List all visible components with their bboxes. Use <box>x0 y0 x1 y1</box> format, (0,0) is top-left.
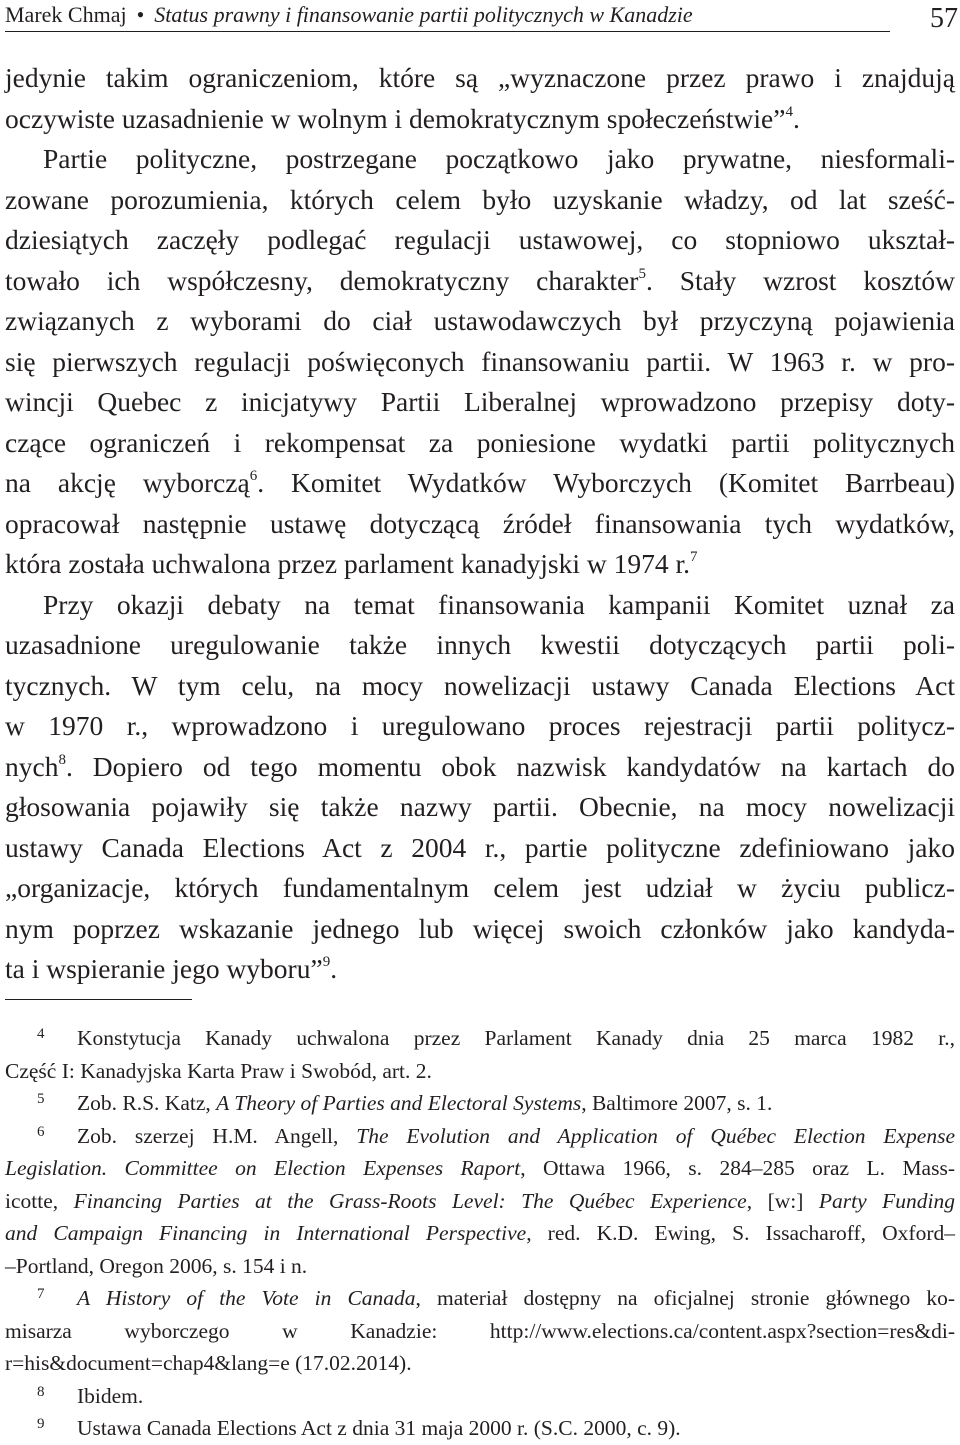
footnote-6-cont: Legislation. Committee on Election Expenses Raport, Ottawa 1966, s. 284–285 oraz L. Mass- <box>5 1156 955 1180</box>
body-line: uzasadnione uregulowanie także innych kwestii dotyczących partii poli- <box>5 629 955 660</box>
footnote-6-cont: icotte, Financing Parties at the Grass-Roots Level: The Québec Experience, [w:] Party Funding <box>5 1188 955 1213</box>
footnote-7: 7 A History of the Vote in Canada, materiał dostępny na oficjalnej stronie głównego ko- <box>37 1286 955 1310</box>
footnote-ref: 4 <box>785 103 793 120</box>
body-line: głosowania pojawiły się także nazwy partii. Obecnie, na mocy nowelizacji <box>5 791 955 822</box>
body-line: ta i wspieranie jego wyboru”$^9$. <box>5 953 338 984</box>
page-number: 57 <box>930 3 958 34</box>
footnote-5: 5 Zob. R.S. Katz, A Theory of Parties and Electoral Systems, Baltimore 2007, s. 1. <box>37 1091 773 1115</box>
header-separator: • <box>136 2 145 27</box>
footnote-ref: 5 <box>638 265 646 282</box>
footnote-6-cont: and Campaign Financing in International Perspective, red. K.D. Ewing, S. Issacharoff, Oxford– <box>5 1221 955 1245</box>
running-header <box>5 0 960 34</box>
body-line: jedynie takim ograniczeniom, które są „wyznaczone przez prawo i znajdują <box>5 62 955 93</box>
body-line: w 1970 r., wprowadzono i uregulowano proces rejestracji partii politycz- <box>5 710 955 741</box>
body-line: Przy okazji debaty na temat finansowania kampanii Komitet uznał za <box>43 588 955 620</box>
footnote-4-cont: Część I: Kanadyjska Karta Praw i Swobód, art. 2. <box>5 1058 432 1083</box>
footnotes <box>5 1022 955 1445</box>
footnote-9: 9 Ustawa Canada Elections Act z dnia 31 maja 2000 r. (S.C. 2000, c. 9). <box>37 1416 681 1440</box>
body-line: która została uchwalona przez parlament kanadyjski w 1974 r.$^7$ <box>5 548 698 579</box>
body-line: się pierwszych regulacji poświęconych finansowaniu partii. W 1963 r. w pro- <box>5 345 955 377</box>
body-line: na akcję wyborczą$^6$. Komitet Wydatków Wyborczych (Komitet Barrbeau) <box>5 467 955 498</box>
footnote-6: 6 Zob. szerzej H.M. Angell, The Evolution and Application of Québec Election Expense <box>37 1123 955 1148</box>
body-line: ustawy Canada Elections Act z 2004 r., partie polityczne zdefiniowano jako <box>5 831 955 863</box>
footnote-8: 8 Ibidem. <box>37 1383 144 1408</box>
header-title: Status prawny i finansowanie partii politycznych w Kanadzie <box>154 2 693 27</box>
footnote-4: 4 Konstytucja Kanady uchwalona przez Parlament Kanady dnia 25 marca 1982 r., <box>37 1026 955 1050</box>
footnote-7-cont: misarza wyborczego w Kanadzie: http://www.elections.ca/content.aspx?section=res&di- <box>5 1318 955 1343</box>
body-line: nym poprzez wskazanie jednego lub więcej swoich członków jako kandyda- <box>5 912 955 944</box>
body-line: „organizacje, których fundamentalnym celem jest udział w życiu publicz- <box>5 872 955 903</box>
footnote-ref: 8 <box>58 751 66 768</box>
main-text <box>5 58 955 990</box>
body-line: nych$^8$. Dopiero od tego momentu obok nazwisk kandydatów na kartach do <box>5 750 955 782</box>
body-line: wincji Quebec z inicjatywy Partii Liberalnej wprowadzono przepisy doty- <box>5 386 955 417</box>
body-line: opracował następnie ustawę dotyczącą źródeł finansowania tych wydatków, <box>5 507 955 539</box>
footnote-ref: 7 <box>689 549 698 565</box>
body-line: dziesiątych zaczęły podlegać regulacji ustawowej, co stopniowo ukształ- <box>5 224 955 255</box>
header-author: Marek Chmaj <box>5 2 127 27</box>
body-line: związanych z wyborami do ciał ustawodawczych był przyczyną pojawienia <box>5 305 955 336</box>
footnote-ref: 6 <box>249 468 258 484</box>
body-line: oczywiste uzasadnienie w wolnym i demokratycznym społeczeństwie”$^4$. <box>5 102 800 134</box>
body-line: towało ich współczesny, demokratyczny charakter$^5$. Stały wzrost kosztów <box>5 264 956 296</box>
footnote-7-cont: r=his&document=chap4&lang=e (17.02.2014). <box>5 1351 412 1375</box>
footnote-rule <box>5 999 192 1000</box>
body-line: tycznych. W tym celu, na mocy nowelizacji ustawy Canada Elections Act <box>5 669 955 701</box>
footnote-6-cont: –Portland, Oregon 2006, s. 154 i n. <box>5 1253 308 1278</box>
footnote-ref: 9 <box>322 954 331 970</box>
header-text <box>5 2 693 28</box>
body-line: czące ograniczeń i rekompensat za poniesione wydatki partii politycznych <box>5 426 955 458</box>
body-line: zowane porozumienia, których celem było uzyskanie władzy, od lat sześć- <box>5 183 955 215</box>
body-line: Partie polityczne, postrzegane początkowo jako prywatne, niesformali- <box>43 143 955 174</box>
header-rule <box>5 31 890 32</box>
